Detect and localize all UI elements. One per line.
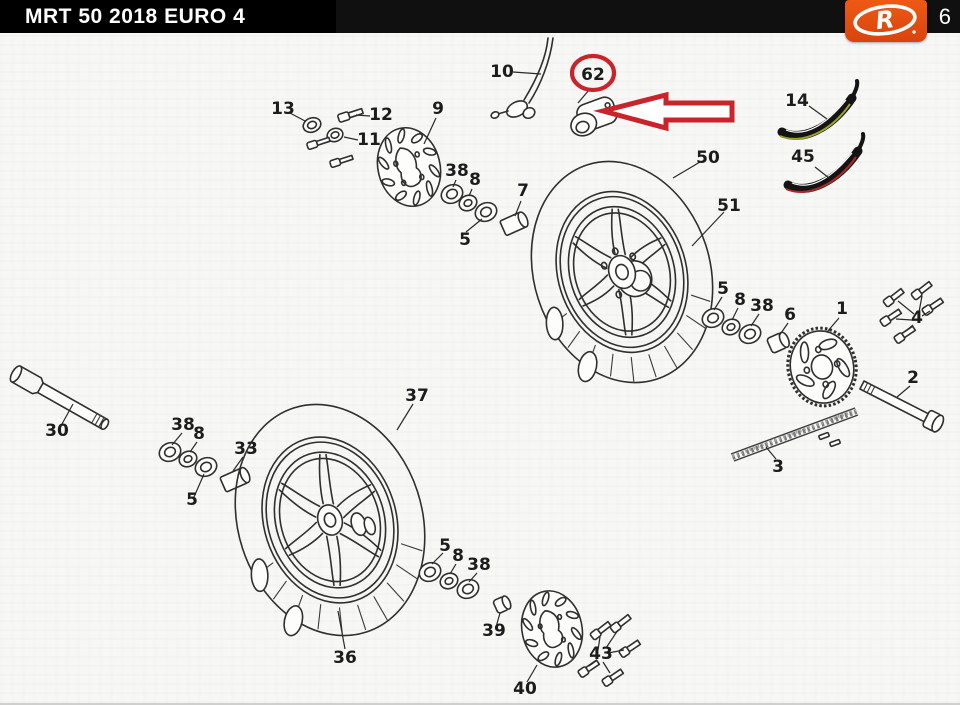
part-callout-37: 37 bbox=[405, 386, 429, 406]
part-callout-8: 8 bbox=[193, 424, 205, 444]
callout-layer bbox=[45, 62, 923, 699]
part-callout-3: 3 bbox=[772, 457, 784, 477]
part-callout-11: 11 bbox=[357, 130, 381, 150]
part-callout-8: 8 bbox=[734, 290, 746, 310]
part-callout-14: 14 bbox=[785, 91, 809, 111]
part-callout-62-highlighted: 62 bbox=[581, 65, 605, 85]
rieju-logo bbox=[845, 0, 927, 42]
header-bar bbox=[0, 0, 960, 36]
bottom-bearing-set-drawing bbox=[416, 553, 512, 627]
part-callout-40: 40 bbox=[513, 679, 537, 699]
part-callout-38: 38 bbox=[445, 161, 469, 181]
rear-sprocket-drawing bbox=[781, 322, 864, 413]
part-callout-10: 10 bbox=[490, 62, 514, 82]
part-callout-8: 8 bbox=[469, 170, 481, 190]
part-callout-38: 38 bbox=[750, 296, 774, 316]
page-title: MRT 50 2018 EURO 4 bbox=[25, 5, 246, 28]
part-callout-43: 43 bbox=[589, 644, 613, 664]
part-callout-9: 9 bbox=[432, 99, 444, 119]
part-callout-38: 38 bbox=[171, 415, 195, 435]
part-callout-5: 5 bbox=[439, 536, 451, 556]
rear-wheel-drawing bbox=[499, 138, 740, 408]
rear-brake-disc-drawing bbox=[514, 585, 589, 673]
part-callout-36: 36 bbox=[333, 648, 357, 668]
part-callout-8: 8 bbox=[452, 546, 464, 566]
part-callout-2: 2 bbox=[907, 368, 919, 388]
part-callout-50: 50 bbox=[696, 148, 720, 168]
title-box bbox=[0, 0, 336, 33]
part-callout-13: 13 bbox=[271, 99, 295, 119]
part-callout-30: 30 bbox=[45, 421, 69, 441]
part-callout-33: 33 bbox=[234, 439, 258, 459]
front-wheel-drawing bbox=[202, 380, 454, 662]
part-callout-38: 38 bbox=[467, 555, 491, 575]
part-callout-45: 45 bbox=[791, 147, 815, 167]
part-callout-5: 5 bbox=[717, 279, 729, 299]
part-callout-6: 6 bbox=[784, 305, 796, 325]
part-callout-51: 51 bbox=[717, 196, 741, 216]
part-callout-5: 5 bbox=[186, 490, 198, 510]
drive-chain-drawing bbox=[731, 408, 858, 461]
part-callout-39: 39 bbox=[482, 621, 506, 641]
page-number: 6 bbox=[938, 4, 951, 29]
rieju-logo-oval bbox=[845, 0, 927, 42]
rieju-logo-letter: R bbox=[874, 4, 896, 36]
part-callout-4: 4 bbox=[911, 308, 923, 328]
part-callout-1: 1 bbox=[836, 299, 848, 319]
part-callout-7: 7 bbox=[517, 181, 529, 201]
rear-axle-drawing bbox=[858, 377, 946, 434]
part-callout-5: 5 bbox=[459, 230, 471, 250]
highlight-arrow bbox=[603, 95, 732, 128]
part-callout-12: 12 bbox=[369, 105, 393, 125]
